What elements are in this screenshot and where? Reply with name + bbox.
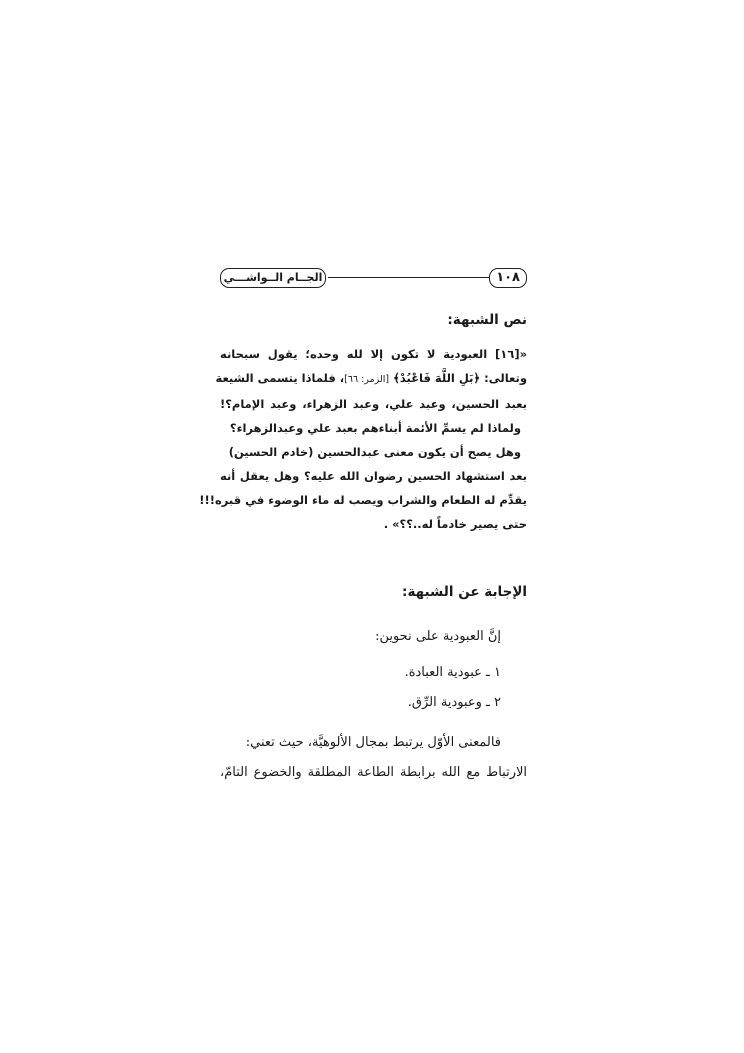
- quran-verse: وتعالى: ﴿بَلِ اللَّهَ فَاعْبُدْ﴾: [393, 371, 527, 385]
- answer-text: [220, 622, 527, 788]
- doubt-line: يقدِّم له الطعام والشراب ويصب له ماء الوضوء في قبره!!!: [199, 493, 527, 507]
- answer-list-item: ٢ ـ وعبودية الرِّق.: [407, 695, 501, 710]
- doubt-line: [215, 366, 527, 392]
- doubt-line: وهل يصح أن يكون معنى عبدالحسين (خادم الحسين): [228, 445, 521, 459]
- doubt-text: [199, 342, 527, 536]
- book-page: [199, 266, 527, 788]
- header-rule: [328, 277, 493, 278]
- answer-intro: إنَّ العبودية على نحوين:: [375, 629, 501, 644]
- doubt-line: بعبد الحسين، وعبد علي، وعبد الزهراء، وعبد الإمام؟!: [220, 397, 527, 411]
- page-number: ١٠٨: [489, 268, 527, 288]
- doubt-line-continuation: ، فلماذا يتسمى الشيعة: [215, 371, 345, 385]
- book-title: الجــام الــواشـــي: [220, 268, 326, 288]
- doubt-line: بعد استشهاد الحسين رضوان الله عليه؟ وهل يعقل أنه: [220, 469, 527, 483]
- doubt-heading: نص الشبهة:: [447, 312, 527, 328]
- answer-paragraph-line: الارتباط مع الله برابطة الطاعة المطلقة والخضوع التامّ،: [220, 765, 527, 780]
- verse-reference: [الزمر: ٦٦]: [344, 374, 390, 385]
- answer-heading: الإجابة عن الشبهة:: [402, 584, 527, 600]
- answer-list-item: ١ ـ عبودية العبادة.: [404, 665, 501, 680]
- doubt-line: حتى يصير خادماً له..؟؟» .: [383, 517, 527, 531]
- doubt-line: «[١٦] العبودية لا تكون إلا لله وحده؛ يقول سبحانه: [220, 347, 527, 361]
- answer-paragraph-line: فالمعنى الأوّل يرتبط بمجال الألوهيَّة، حيث تعني:: [245, 735, 501, 750]
- page-header: [220, 266, 527, 290]
- doubt-line: ولماذا لم يسمِّ الأئمة أبناءهم بعبد علي وعبدالزهراء؟: [229, 421, 521, 435]
